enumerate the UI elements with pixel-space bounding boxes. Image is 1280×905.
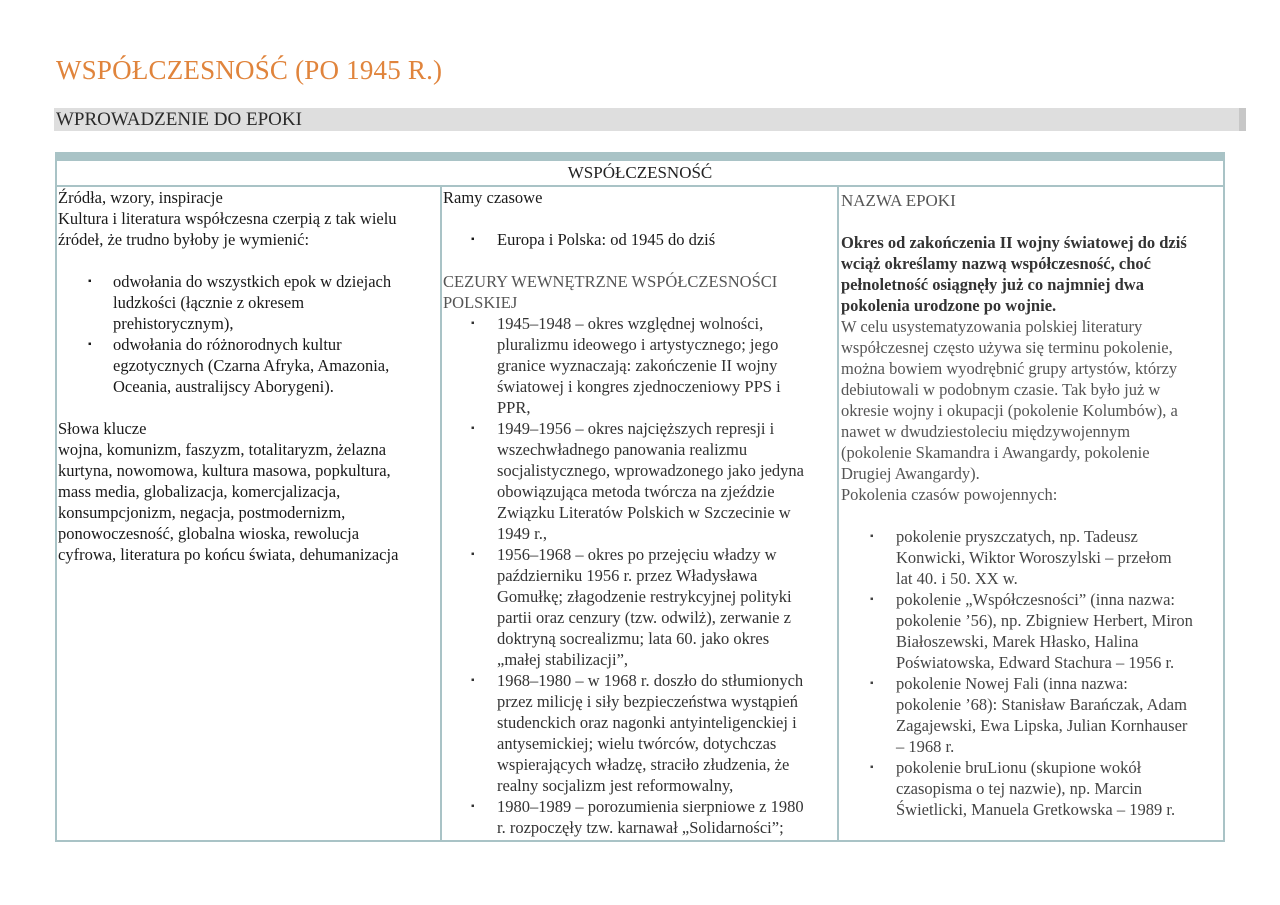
list-item [443, 418, 837, 544]
list-item-line: r. rozpoczęły tzw. karnawał „Solidarności”; [497, 818, 784, 837]
sources-intro-line: Kultura i literatura współczesna czerpią z tak wielu [58, 209, 397, 228]
list-item-line: pokolenie ’68): Stanisław Barańczak, Adam [896, 695, 1187, 714]
list-item-line: Gomułkę; złagodzenie restrykcyjnej polityki [497, 587, 792, 606]
epoch-name-bold-line: Okres od zakończenia II wojny światowej do dziś [841, 233, 1187, 252]
list-item-line: obowiązująca metoda twórcza na zjeździe [497, 482, 775, 501]
list-item-line: Zagajewski, Ewa Lipska, Julian Kornhauser [896, 716, 1188, 735]
list-item-line: – 1968 r. [896, 737, 955, 756]
bullet-icon: ▪ [870, 762, 874, 773]
sources-heading: Źródła, wzory, inspiracje [58, 188, 223, 207]
list-item-line: PPR, [497, 398, 531, 417]
epoch-name-para-line: debiutowali w podobnym czasie. Tak było już w [841, 380, 1161, 399]
list-item-line: ludzkości (łącznie z okresem [113, 293, 305, 312]
section-bar-edge [1239, 108, 1246, 131]
bullet-icon: ▪ [471, 423, 475, 434]
epoch-name-para-line: nawet w dwudziestoleciu międzywojennym [841, 422, 1131, 441]
column-sources [57, 187, 442, 840]
sources-list [58, 271, 440, 397]
list-item-line: doktryną socrealizmu; lata 60. jako okres [497, 629, 770, 648]
list-item [841, 673, 1223, 757]
list-item [58, 271, 440, 334]
table-header: WSPÓŁCZESNOŚĆ [57, 161, 1223, 187]
bullet-icon: ▪ [88, 339, 92, 350]
keywords-heading: Słowa klucze [58, 419, 147, 438]
list-item-line: odwołania do wszystkich epok w dziejach [113, 272, 392, 291]
epoch-name-bold-line: pełnoletność osiągnęły już co najmniej dwa [841, 275, 1144, 294]
list-item-line: realny socjalizm jest reformowalny, [497, 776, 734, 795]
epoch-name-heading: NAZWA EPOKI [841, 191, 956, 210]
list-item-line: Oceania, australijscy Aborygeni). [113, 377, 334, 396]
keywords-line: wojna, komunizm, faszyzm, totalitaryzm, żelazna [58, 440, 387, 459]
bullet-icon: ▪ [471, 675, 475, 686]
list-item-line: 1956–1968 – okres po przejęciu władzy w [497, 545, 777, 564]
list-item-line: studenckich oraz nagonki antyinteligenckiej i [497, 713, 797, 732]
list-item-line: prehistorycznym), [113, 314, 234, 333]
caesura-heading: POLSKIEJ [443, 293, 518, 312]
list-item [443, 313, 837, 418]
list-item-line: 1949–1956 – okres najcięższych represji i [497, 419, 775, 438]
bullet-icon: ▪ [870, 678, 874, 689]
list-item-line: Białoszewski, Marek Hłasko, Halina [896, 632, 1139, 651]
list-item-line: pokolenie bruLionu (skupione wokół [896, 758, 1142, 777]
list-item-line: wspierających władzę, straciło złudzenia, że [497, 755, 790, 774]
list-item-line: pokolenie pryszczatych, np. Tadeusz [896, 527, 1138, 546]
epoch-name-para-line: Drugiej Awangardy). [841, 464, 980, 483]
bullet-icon: ▪ [88, 276, 92, 287]
epoch-name-bold-line: pokolenia urodzone po wojnie. [841, 296, 1057, 315]
list-item-line: granice wyznaczają: zakończenie II wojny [497, 356, 778, 375]
caesura-list [443, 313, 837, 838]
timeframe-list [443, 229, 837, 250]
keywords-line: mass media, globalizacja, komercjalizacja, [58, 482, 341, 501]
list-item-line: Związku Literatów Polskich w Szczecinie w [497, 503, 791, 522]
generations-heading: Pokolenia czasów powojennych: [841, 485, 1058, 504]
bullet-icon: ▪ [870, 531, 874, 542]
list-item [443, 544, 837, 670]
keywords-line: konsumpcjonizm, negacja, postmodernizm, [58, 503, 346, 522]
list-item-line: odwołania do różnorodnych kultur [113, 335, 342, 354]
epoch-name-bold-line: wciąż określamy nazwą współczesność, choć [841, 254, 1151, 273]
list-item-line: pokolenie Nowej Fali (inna nazwa: [896, 674, 1128, 693]
list-item-line: październiku 1956 r. przez Władysława [497, 566, 758, 585]
timeframe-heading: Ramy czasowe [443, 188, 543, 207]
list-item-line: lat 40. i 50. XX w. [896, 569, 1018, 588]
list-item-line: 1945–1948 – okres względnej wolności, [497, 314, 764, 333]
column-timeframe [442, 187, 839, 840]
bullet-icon: ▪ [471, 549, 475, 560]
bullet-icon: ▪ [471, 318, 475, 329]
list-item-line: socjalistycznego, wprowadzonego jako jedyna [497, 461, 804, 480]
page-title: WSPÓŁCZESNOŚĆ (PO 1945 R.) [56, 55, 443, 85]
list-item [443, 670, 837, 796]
list-item [841, 589, 1223, 673]
list-item-line: światowej i kongres zjednoczeniowy PPS i [497, 377, 781, 396]
list-item-line: 1980–1989 – porozumienia sierpniowe z 1980 [497, 797, 804, 816]
list-item-line: wszechwładnego panowania realizmu [497, 440, 748, 459]
epoch-table [55, 152, 1225, 842]
list-item-line: Świetlicki, Manuela Gretkowska – 1989 r. [896, 800, 1176, 819]
section-title: WPROWADZENIE DO EPOKI [56, 109, 302, 130]
keywords-line: kurtyna, nowomowa, kultura masowa, popkultura, [58, 461, 391, 480]
list-item-line: Europa i Polska: od 1945 do dziś [497, 230, 716, 249]
epoch-name-para-line: współczesnej często używa się terminu pokolenie, [841, 338, 1173, 357]
epoch-name-para-line: (pokolenie Skamandra i Awangardy, pokolenie [841, 443, 1150, 462]
list-item-line: czasopisma o tej nazwie), np. Marcin [896, 779, 1143, 798]
generations-list [841, 526, 1223, 820]
column-epoch-name [839, 187, 1223, 840]
list-item-line: partii oraz cenzury (tzw. odwilż), zerwanie z [497, 608, 791, 627]
list-item [443, 229, 837, 250]
bullet-icon: ▪ [870, 594, 874, 605]
list-item [443, 796, 837, 838]
keywords-line: ponowoczesność, globalna wioska, rewolucja [58, 524, 360, 543]
list-item-line: przez milicję i siły bezpieczeństwa wystąpień [497, 692, 799, 711]
list-item-line: 1968–1980 – w 1968 r. doszło do stłumionych [497, 671, 804, 690]
table-top-bar [57, 154, 1223, 161]
list-item-line: pokolenie ’56), np. Zbigniew Herbert, Miron [896, 611, 1193, 630]
list-item-line: Poświatowska, Edward Stachura – 1956 r. [896, 653, 1175, 672]
list-item-line: Konwicki, Wiktor Woroszylski – przełom [896, 548, 1172, 567]
keywords-line: cyfrowa, literatura po końcu świata, dehumanizacja [58, 545, 399, 564]
bullet-icon: ▪ [471, 801, 475, 812]
list-item [841, 757, 1223, 820]
list-item-line: „małej stabilizacji”, [497, 650, 629, 669]
caesura-heading: CEZURY WEWNĘTRZNE WSPÓŁCZESNOŚCI [443, 272, 778, 291]
list-item [58, 334, 440, 397]
epoch-name-para-line: okresie wojny i okupacji (pokolenie Kolumbów), a [841, 401, 1178, 420]
bullet-icon: ▪ [471, 234, 475, 245]
epoch-name-para-line: można bowiem wyodrębnić grupy artystów, którzy [841, 359, 1178, 378]
list-item-line: egzotycznych (Czarna Afryka, Amazonia, [113, 356, 390, 375]
list-item [841, 526, 1223, 589]
list-item-line: antysemickiej; wielu twórców, dotychczas [497, 734, 777, 753]
epoch-name-para-line: W celu usystematyzowania polskiej literatury [841, 317, 1143, 336]
list-item-line: pokolenie „Współczesności” (inna nazwa: [896, 590, 1176, 609]
list-item-line: pluralizmu ideowego i artystycznego; jego [497, 335, 779, 354]
list-item-line: 1949 r., [497, 524, 547, 543]
section-bar [54, 108, 1246, 131]
sources-intro-line: źródeł, że trudno byłoby je wymienić: [58, 230, 310, 249]
